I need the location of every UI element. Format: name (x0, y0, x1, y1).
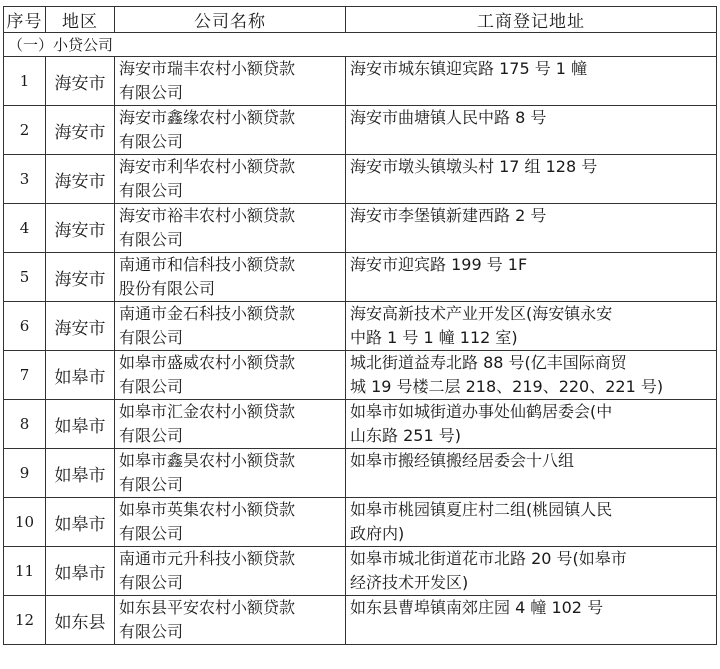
row-address (346, 498, 717, 547)
row-address (346, 106, 717, 155)
row-address (346, 449, 717, 498)
row-company-name (115, 449, 346, 498)
row-region: 海安市 (46, 204, 115, 253)
company-name-line: 有限公司 (119, 328, 184, 347)
section-row (4, 33, 717, 57)
address-line: 如皋市城北街道花市北路 20 号(如皋市 (350, 549, 627, 568)
company-name-line: 有限公司 (119, 573, 184, 592)
row-company-name (115, 547, 346, 596)
address-line: 如皋市搬经镇搬经居委会十八组 (350, 451, 575, 470)
section-title: （一）小贷公司 (4, 33, 717, 57)
row-region: 海安市 (46, 57, 115, 106)
row-address (346, 204, 717, 253)
company-name-line: 有限公司 (119, 475, 184, 494)
company-name-line: 有限公司 (119, 132, 184, 151)
company-name-line: 海安市瑞丰农村小额贷款 (119, 59, 296, 78)
address-line: 海安市城东镇迎宾路 175 号 1 幢 (350, 59, 588, 78)
address-line: 中路 1 号 1 幢 112 室) (350, 328, 518, 347)
company-name-line: 股份有限公司 (119, 279, 216, 298)
table-row (4, 57, 717, 106)
row-number: 8 (4, 400, 46, 449)
row-region: 如皋市 (46, 351, 115, 400)
row-number: 10 (4, 498, 46, 547)
row-number: 9 (4, 449, 46, 498)
row-number: 12 (4, 596, 46, 645)
address-line: 海安市迎宾路 199 号 1F (350, 255, 528, 274)
company-name-line: 如皋市汇金农村小额贷款 (119, 402, 296, 421)
row-address (346, 253, 717, 302)
row-region: 海安市 (46, 155, 115, 204)
row-company-name (115, 596, 346, 645)
company-name-line: 有限公司 (119, 426, 184, 445)
row-region: 海安市 (46, 106, 115, 155)
row-number: 4 (4, 204, 46, 253)
row-company-name (115, 57, 346, 106)
address-line: 城北街道益寿北路 88 号(亿丰国际商贸 (350, 353, 627, 372)
address-line: 海安市曲塘镇人民中路 8 号 (350, 108, 547, 127)
table-row (4, 253, 717, 302)
address-line: 城 19 号楼二层 218、219、220、221 号) (350, 377, 664, 396)
row-company-name (115, 400, 346, 449)
address-line: 海安高新技术产业开发区(海安镇永安 (350, 304, 613, 323)
row-company-name (115, 204, 346, 253)
row-address (346, 547, 717, 596)
header-region: 地区 (46, 7, 115, 33)
row-region: 如皋市 (46, 498, 115, 547)
company-name-line: 如皋市英集农村小额贷款 (119, 500, 296, 519)
row-address (346, 302, 717, 351)
row-company-name (115, 351, 346, 400)
row-number: 3 (4, 155, 46, 204)
company-name-line: 南通市和信科技小额贷款 (119, 255, 296, 274)
company-name-line: 有限公司 (119, 377, 184, 396)
table-row (4, 547, 717, 596)
table-row (4, 596, 717, 645)
row-company-name (115, 302, 346, 351)
company-name-line: 海安市利华农村小额贷款 (119, 157, 296, 176)
company-table (3, 6, 717, 645)
row-region: 如东县 (46, 596, 115, 645)
company-name-line: 如皋市盛威农村小额贷款 (119, 353, 296, 372)
company-name-line: 海安市鑫缘农村小额贷款 (119, 108, 296, 127)
row-number: 1 (4, 57, 46, 106)
table-row (4, 449, 717, 498)
row-number: 7 (4, 351, 46, 400)
table-row (4, 204, 717, 253)
company-name-line: 有限公司 (119, 83, 184, 102)
table-header-row (4, 7, 717, 33)
row-region: 海安市 (46, 253, 115, 302)
row-region: 如皋市 (46, 400, 115, 449)
row-region: 海安市 (46, 302, 115, 351)
company-name-line: 如皋市鑫昊农村小额贷款 (119, 451, 296, 470)
table-row (4, 498, 717, 547)
address-line: 山东路 251 号) (350, 426, 461, 445)
header-company: 公司名称 (115, 7, 346, 33)
row-address (346, 57, 717, 106)
row-company-name (115, 155, 346, 204)
table-row (4, 302, 717, 351)
table-row (4, 155, 717, 204)
address-line: 政府内) (350, 524, 405, 543)
row-region: 如皋市 (46, 547, 115, 596)
company-name-line: 有限公司 (119, 622, 184, 641)
company-name-line: 有限公司 (119, 181, 184, 200)
address-line: 海安市李堡镇新建西路 2 号 (350, 206, 547, 225)
row-address (346, 351, 717, 400)
row-address (346, 155, 717, 204)
row-company-name (115, 106, 346, 155)
address-line: 如东县曹埠镇南郊庄园 4 幢 102 号 (350, 598, 604, 617)
address-line: 经济技术开发区) (350, 573, 469, 592)
company-name-line: 海安市裕丰农村小额贷款 (119, 206, 296, 225)
header-no: 序号 (4, 7, 46, 33)
table-row (4, 106, 717, 155)
company-name-line: 如东县平安农村小额贷款 (119, 598, 296, 617)
company-name-line: 南通市金石科技小额贷款 (119, 304, 296, 323)
row-number: 11 (4, 547, 46, 596)
company-name-line: 有限公司 (119, 524, 184, 543)
row-company-name (115, 498, 346, 547)
address-line: 如皋市如城街道办事处仙鹤居委会(中 (350, 402, 613, 421)
row-number: 2 (4, 106, 46, 155)
header-address: 工商登记地址 (346, 7, 717, 33)
company-name-line: 南通市元升科技小额贷款 (119, 549, 296, 568)
row-number: 6 (4, 302, 46, 351)
address-line: 如皋市桃园镇夏庄村二组(桃园镇人民 (350, 500, 613, 519)
row-region: 如皋市 (46, 449, 115, 498)
row-address (346, 400, 717, 449)
address-line: 海安市墩头镇墩头村 17 组 128 号 (350, 157, 598, 176)
table-row (4, 351, 717, 400)
row-address (346, 596, 717, 645)
row-company-name (115, 253, 346, 302)
company-name-line: 有限公司 (119, 230, 184, 249)
table-row (4, 400, 717, 449)
row-number: 5 (4, 253, 46, 302)
